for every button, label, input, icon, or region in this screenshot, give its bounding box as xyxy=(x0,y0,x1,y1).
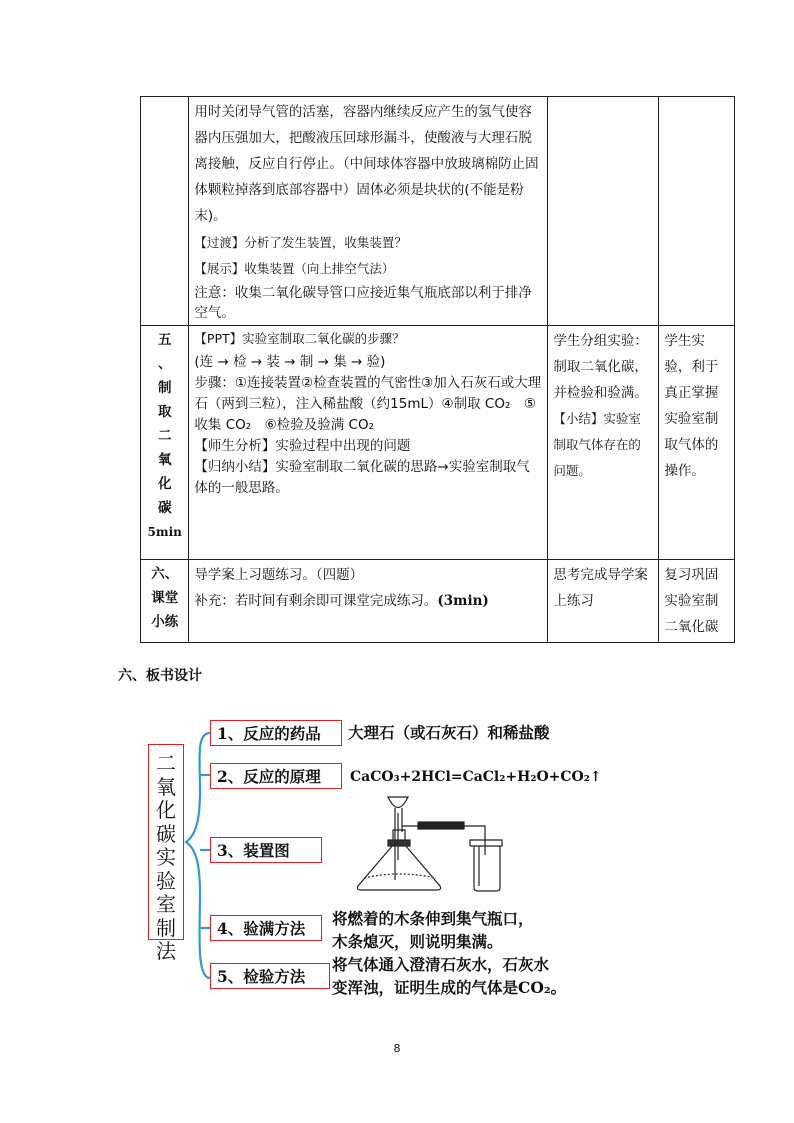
stage-cell: 六、 课堂 小练 xyxy=(141,560,189,643)
board-title: 二 氧 化 碳 实 验 室 制 法 xyxy=(148,744,184,940)
brace-curve xyxy=(186,733,210,978)
board-item-label: 4、验满方法 xyxy=(210,915,322,941)
page-number: 8 xyxy=(393,1042,401,1055)
content-line: 【展示】收集装置（向上排空气法） xyxy=(194,261,395,276)
board-item-text: 将燃着的木条伸到集气瓶口， xyxy=(332,909,534,928)
intent-cell: 学生实验，利于真正掌握实验室制取气体的操作。 xyxy=(659,326,735,560)
content-line: (连 → 检 → 装 → 制 → 集 → 验) xyxy=(194,354,386,370)
board-item-label: 2、反应的原理 xyxy=(210,763,342,789)
student-cell: 思考完成导学案上练习 xyxy=(548,560,659,643)
board-item-text: 变浑浊，证明生成的气体是CO₂。 xyxy=(332,978,567,997)
content-line: 注意：收集二氧化碳导管口应接近集气瓶底部以利于排净空气。 xyxy=(194,285,532,321)
content-line: 步骤：①连接装置②检查装置的气密性③加入石灰石或大理石（两到三粒），注入稀盐酸（约15mL）④制取 CO₂ ⑤收集 CO₂ ⑥检验及验满 CO₂ xyxy=(194,375,542,433)
content-line: 【师生分析】实验过程中出现的问题 xyxy=(194,438,411,454)
board-item-text: 木条熄灭，则说明集满。 xyxy=(332,932,503,951)
board-item-label: 3、装置图 xyxy=(210,837,322,863)
content-line: 【PPT】实验室制取二氧化碳的步骤？ xyxy=(194,331,405,346)
content-line: 用时关闭导气管的活塞，容器内继续反应产生的氢气使容器内压强加大，把酸液压回球形漏斗，使酸液与大理石脱离接触，反应自行停止。（中间球体容器中放玻璃棉防止固体颗粒掉落到底部容器中）固体必须是块状的(不能是粉末)。 xyxy=(194,104,539,224)
board-item-text: 大理石（或石灰石）和稀盐酸 xyxy=(348,723,550,742)
content-line: 【归纳小结】实验室制取二氧化碳的思路→实验室制取气体的一般思路。 xyxy=(194,459,530,496)
board-item-text: CaCO₃+2HCl=CaCl₂+H₂O+CO₂↑ xyxy=(350,769,602,785)
time-label: (3min) xyxy=(437,593,489,609)
student-cell: 学生分组实验：制取二氧化碳，并检验和验满。 【小结】实验室制取气体存在的问题。 xyxy=(548,326,659,560)
time-label: 5min xyxy=(147,525,182,539)
board-item-label: 1、反应的药品 xyxy=(210,720,342,746)
intent-cell: 复习巩固实验室制二氧化碳 xyxy=(659,560,735,643)
section-title: 六、板书设计 xyxy=(118,668,202,684)
stage-cell: 五 、 制 取 二 氧 化 碳 5min xyxy=(141,326,189,560)
apparatus-icon xyxy=(357,797,502,891)
content-line: 【过渡】分析了发生装置，收集装置？ xyxy=(194,235,407,250)
content-cell: 导学案上习题练习。（四题） 补充：若时间有剩余即可课堂完成练习。(3min) xyxy=(189,560,548,643)
board-item-label: 5、检验方法 xyxy=(210,963,330,989)
board-item-text: 将气体通入澄清石灰水，石灰水 xyxy=(332,955,550,974)
